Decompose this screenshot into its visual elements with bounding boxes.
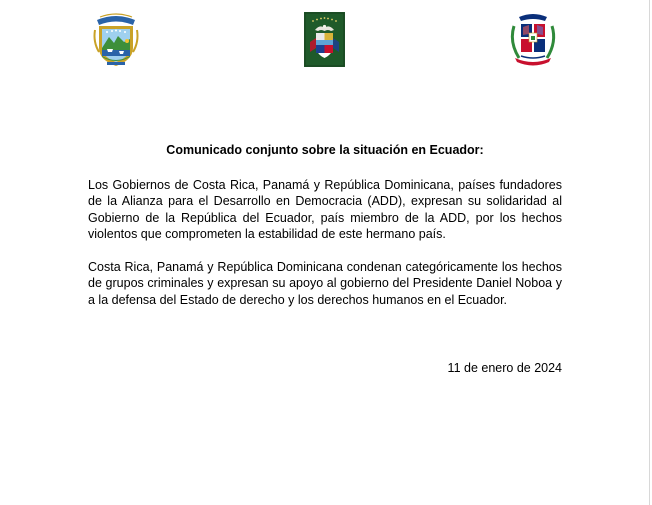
page-edge-divider (649, 0, 650, 505)
document-date: 11 de enero de 2024 (447, 361, 562, 375)
dominican-republic-coat-of-arms-icon (507, 12, 559, 68)
communique-title: Comunicado conjunto sobre la situación en Ecuador: (166, 143, 484, 157)
panama-coat-of-arms-icon (304, 12, 345, 67)
paragraph-condemnation: Costa Rica, Panamá y República Dominicana condenan categóricamente los hechos de grupos criminales y expresan su apoyo al gobierno del Presidente Daniel Noboa y a la defensa del Estado de derecho y los derechos humanos en el Ecuador. (88, 260, 562, 307)
paragraph-solidarity: Los Gobiernos de Costa Rica, Panamá y República Dominicana, países fundadores de la Alianza para el Desarrollo en Democracia (ADD), expresan su solidaridad al Gobierno de la República del Ecuador, país miembro de la ADD, por los hechos violentos que comprometen la estabilidad de este hermano país. (88, 178, 562, 241)
costa-rica-coat-of-arms-icon (91, 12, 141, 68)
